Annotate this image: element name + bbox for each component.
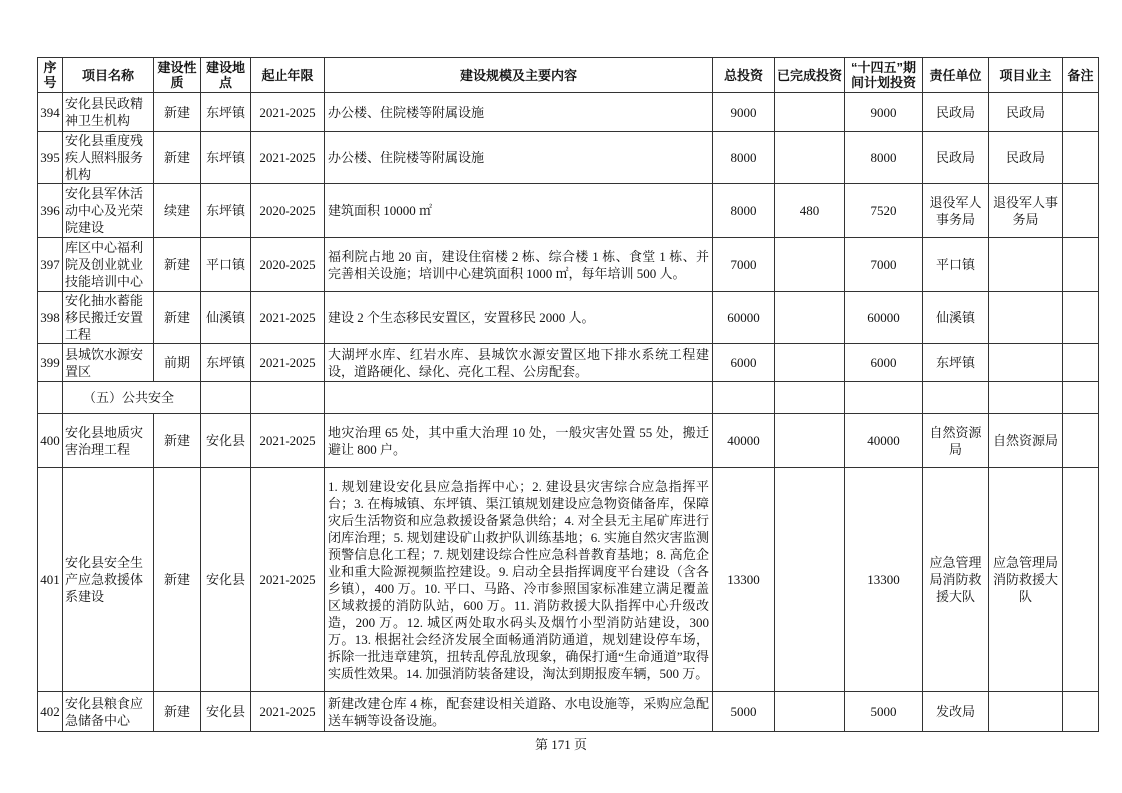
row-number: 402 bbox=[38, 692, 63, 732]
completed-investment: 480 bbox=[775, 184, 845, 238]
location: 安化县 bbox=[201, 468, 251, 692]
total-investment: 40000 bbox=[713, 414, 775, 468]
header-responsible-unit: 责任单位 bbox=[923, 58, 989, 93]
period: 2020-2025 bbox=[251, 184, 325, 238]
responsible-unit: 应急管理局消防救援大队 bbox=[923, 468, 989, 692]
header-plan-investment: “十四五”期间计划投资 bbox=[845, 58, 923, 93]
location: 仙溪镇 bbox=[201, 292, 251, 344]
total-investment: 60000 bbox=[713, 292, 775, 344]
construction-nature: 新建 bbox=[154, 238, 201, 292]
period: 2021-2025 bbox=[251, 692, 325, 732]
completed-investment bbox=[775, 468, 845, 692]
responsible-unit: 仙溪镇 bbox=[923, 292, 989, 344]
completed-investment bbox=[775, 414, 845, 468]
remarks bbox=[1063, 93, 1099, 132]
location: 东坪镇 bbox=[201, 93, 251, 132]
scale-content: 地灾治理 65 处，其中重大治理 10 处，一般灾害处置 55 处，搬迁避让 800 户。 bbox=[325, 414, 713, 468]
project-owner: 退役军人事务局 bbox=[989, 184, 1063, 238]
header-project-name: 项目名称 bbox=[63, 58, 154, 93]
scale-content: 大湖坪水库、红岩水库、县城饮水源安置区地下排水系统工程建设，道路硬化、绿化、亮化工程、公房配套。 bbox=[325, 344, 713, 382]
empty-cell bbox=[845, 382, 923, 414]
project-table bbox=[37, 57, 1099, 732]
completed-investment bbox=[775, 93, 845, 132]
project-owner: 民政局 bbox=[989, 132, 1063, 184]
project-name: 安化县重度残疾人照料服务机构 bbox=[63, 132, 154, 184]
completed-investment bbox=[775, 132, 845, 184]
completed-investment bbox=[775, 238, 845, 292]
table-row bbox=[38, 238, 1099, 292]
responsible-unit: 退役军人事务局 bbox=[923, 184, 989, 238]
period: 2021-2025 bbox=[251, 132, 325, 184]
project-owner bbox=[989, 344, 1063, 382]
table-row bbox=[38, 468, 1099, 692]
location: 平口镇 bbox=[201, 238, 251, 292]
period: 2021-2025 bbox=[251, 414, 325, 468]
remarks bbox=[1063, 184, 1099, 238]
project-owner: 自然资源局 bbox=[989, 414, 1063, 468]
period: 2021-2025 bbox=[251, 93, 325, 132]
row-number: 395 bbox=[38, 132, 63, 184]
project-name: 安化县粮食应急储备中心 bbox=[63, 692, 154, 732]
plan-investment: 13300 bbox=[845, 468, 923, 692]
responsible-unit: 东坪镇 bbox=[923, 344, 989, 382]
location: 东坪镇 bbox=[201, 184, 251, 238]
header-project-owner: 项目业主 bbox=[989, 58, 1063, 93]
period: 2021-2025 bbox=[251, 292, 325, 344]
remarks bbox=[1063, 238, 1099, 292]
empty-cell bbox=[201, 382, 251, 414]
project-name: 安化抽水蓄能移民搬迁安置工程 bbox=[63, 292, 154, 344]
remarks bbox=[1063, 132, 1099, 184]
project-owner bbox=[989, 292, 1063, 344]
location: 东坪镇 bbox=[201, 132, 251, 184]
project-name: 安化县地质灾害治理工程 bbox=[63, 414, 154, 468]
header-row bbox=[38, 58, 1099, 93]
empty-cell bbox=[325, 382, 713, 414]
project-owner bbox=[989, 692, 1063, 732]
project-owner: 应急管理局消防救援大队 bbox=[989, 468, 1063, 692]
row-number: 401 bbox=[38, 468, 63, 692]
empty-cell bbox=[989, 382, 1063, 414]
header-scale-content: 建设规模及主要内容 bbox=[325, 58, 713, 93]
project-name: 库区中心福利院及创业就业技能培训中心 bbox=[63, 238, 154, 292]
header-total-investment: 总投资 bbox=[713, 58, 775, 93]
row-number: 400 bbox=[38, 414, 63, 468]
responsible-unit: 自然资源局 bbox=[923, 414, 989, 468]
remarks bbox=[1063, 414, 1099, 468]
location: 安化县 bbox=[201, 692, 251, 732]
plan-investment: 40000 bbox=[845, 414, 923, 468]
scale-content: 福利院占地 20 亩，建设住宿楼 2 栋、综合楼 1 栋、食堂 1 栋、并完善相关设施；培训中心建筑面积 1000 ㎡，每年培训 500 人。 bbox=[325, 238, 713, 292]
project-name: 安化县安全生产应急救援体系建设 bbox=[63, 468, 154, 692]
scale-content: 新建改建仓库 4 栋，配套建设相关道路、水电设施等，采购应急配送车辆等设备设施。 bbox=[325, 692, 713, 732]
scale-content: 1. 规划建设安化县应急指挥中心；2. 建设县灾害综合应急指挥平台；3. 在梅城镇、东坪镇、渠江镇规划建设应急物资储备库，保障灾后生活物资和应急救援设备紧急供给；4. 对全县无主尾矿库进行闭库治理；5. 规划建设矿山救护队训练基地；6. 实施自然灾害监测预警信息化工程；7. 规划建设综合性应急科普教育基地；8. 高危企业和重大险源视频监控建设。9. 启动全县指挥调度平台建设（含各乡镇），400 万。10. 平口、马路、冷市参照国家标准建立满足覆盖区域救援的消防队站，600 万。11. 消防救援大队指挥中心升级改造，200 万。12. 城区两处取水码头及烟竹小型消防站建设，300 万。13. 根据社会经济发展全面畅通消防通道，规划建设停车场，拆除一批违章建筑，扭转乱停乱放现象，确保打通“生命通道”取得实质性效果。14. 加强消防装备建设，淘汰到期报废车辆，500 万。 bbox=[325, 468, 713, 692]
responsible-unit: 发改局 bbox=[923, 692, 989, 732]
total-investment: 8000 bbox=[713, 132, 775, 184]
row-number: 399 bbox=[38, 344, 63, 382]
completed-investment bbox=[775, 344, 845, 382]
construction-nature: 新建 bbox=[154, 692, 201, 732]
total-investment: 6000 bbox=[713, 344, 775, 382]
row-number: 397 bbox=[38, 238, 63, 292]
header-construction-nature: 建设性质 bbox=[154, 58, 201, 93]
table-row bbox=[38, 414, 1099, 468]
remarks bbox=[1063, 344, 1099, 382]
period: 2021-2025 bbox=[251, 468, 325, 692]
table-row bbox=[38, 344, 1099, 382]
construction-nature: 新建 bbox=[154, 93, 201, 132]
plan-investment: 6000 bbox=[845, 344, 923, 382]
empty-cell bbox=[251, 382, 325, 414]
period: 2021-2025 bbox=[251, 344, 325, 382]
construction-nature: 续建 bbox=[154, 184, 201, 238]
scale-content: 建筑面积 10000 ㎡ bbox=[325, 184, 713, 238]
empty-cell bbox=[923, 382, 989, 414]
header-period: 起止年限 bbox=[251, 58, 325, 93]
row-number: 398 bbox=[38, 292, 63, 344]
location: 安化县 bbox=[201, 414, 251, 468]
section-row bbox=[38, 382, 1099, 414]
total-investment: 8000 bbox=[713, 184, 775, 238]
construction-nature: 前期 bbox=[154, 344, 201, 382]
project-owner bbox=[989, 238, 1063, 292]
project-name: 安化县军休活动中心及光荣院建设 bbox=[63, 184, 154, 238]
total-investment: 9000 bbox=[713, 93, 775, 132]
construction-nature: 新建 bbox=[154, 414, 201, 468]
table-row bbox=[38, 132, 1099, 184]
construction-nature: 新建 bbox=[154, 292, 201, 344]
plan-investment: 8000 bbox=[845, 132, 923, 184]
scale-content: 办公楼、住院楼等附属设施 bbox=[325, 93, 713, 132]
responsible-unit: 民政局 bbox=[923, 93, 989, 132]
header-location: 建设地点 bbox=[201, 58, 251, 93]
table-row bbox=[38, 93, 1099, 132]
construction-nature: 新建 bbox=[154, 132, 201, 184]
header-completed-investment: 已完成投资 bbox=[775, 58, 845, 93]
header-remarks: 备注 bbox=[1063, 58, 1099, 93]
construction-nature: 新建 bbox=[154, 468, 201, 692]
row-number: 394 bbox=[38, 93, 63, 132]
plan-investment: 7000 bbox=[845, 238, 923, 292]
empty-cell bbox=[713, 382, 775, 414]
completed-investment bbox=[775, 292, 845, 344]
location: 东坪镇 bbox=[201, 344, 251, 382]
plan-investment: 9000 bbox=[845, 93, 923, 132]
period: 2020-2025 bbox=[251, 238, 325, 292]
remarks bbox=[1063, 292, 1099, 344]
empty-cell bbox=[38, 382, 63, 414]
plan-investment: 60000 bbox=[845, 292, 923, 344]
responsible-unit: 民政局 bbox=[923, 132, 989, 184]
project-owner: 民政局 bbox=[989, 93, 1063, 132]
project-name: 安化县民政精神卫生机构 bbox=[63, 93, 154, 132]
total-investment: 13300 bbox=[713, 468, 775, 692]
table-row bbox=[38, 184, 1099, 238]
page-number: 第 171 页 bbox=[534, 737, 587, 752]
scale-content: 建设 2 个生态移民安置区，安置移民 2000 人。 bbox=[325, 292, 713, 344]
total-investment: 5000 bbox=[713, 692, 775, 732]
scale-content: 办公楼、住院楼等附属设施 bbox=[325, 132, 713, 184]
header-row-number: 序号 bbox=[38, 58, 63, 93]
table-row bbox=[38, 292, 1099, 344]
remarks bbox=[1063, 468, 1099, 692]
section-title: （五）公共安全 bbox=[63, 382, 201, 414]
project-name: 县城饮水源安置区 bbox=[63, 344, 154, 382]
total-investment: 7000 bbox=[713, 238, 775, 292]
responsible-unit: 平口镇 bbox=[923, 238, 989, 292]
completed-investment bbox=[775, 692, 845, 732]
empty-cell bbox=[775, 382, 845, 414]
table-row bbox=[38, 692, 1099, 732]
remarks bbox=[1063, 692, 1099, 732]
plan-investment: 7520 bbox=[845, 184, 923, 238]
row-number: 396 bbox=[38, 184, 63, 238]
plan-investment: 5000 bbox=[845, 692, 923, 732]
empty-cell bbox=[1063, 382, 1099, 414]
